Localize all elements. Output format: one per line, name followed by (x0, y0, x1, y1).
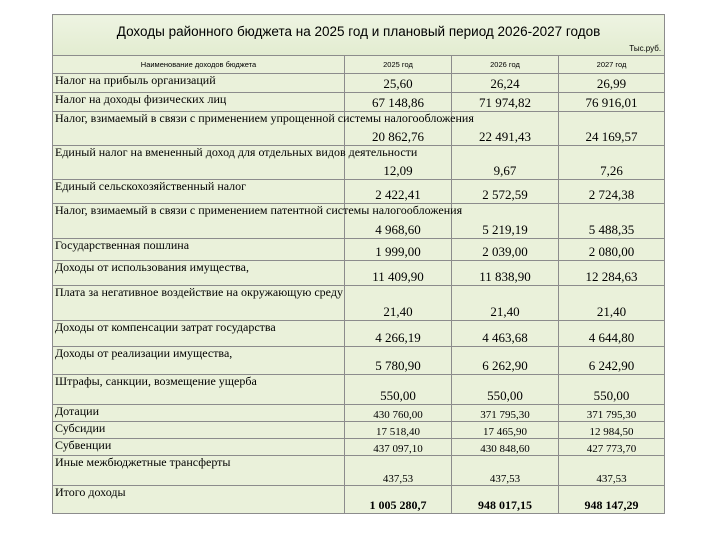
value-2027: 12 984,50 (559, 422, 665, 439)
value-2026: 6 262,90 (452, 347, 559, 375)
value-2027: 550,00 (559, 375, 665, 405)
value-2026: 9,67 (452, 146, 559, 180)
value-2026: 5 219,19 (452, 204, 559, 239)
value-2026: 26,24 (452, 74, 559, 93)
total-2026: 948 017,15 (452, 486, 559, 514)
value-2025: 11 409,90 (345, 261, 452, 286)
row-name: Налог, взимаемый в связи с применением упрощенной системы налогообложения (53, 112, 345, 146)
row-name: Иные межбюджетные трансферты (53, 456, 345, 486)
row-name: Доходы от использования имущества, (53, 261, 345, 286)
value-2027: 371 795,30 (559, 405, 665, 422)
row-name: Налог на прибыль организаций (53, 74, 345, 93)
row-name: Доходы от реализации имущества, (53, 347, 345, 375)
value-2026: 2 572,59 (452, 180, 559, 204)
value-2026: 21,40 (452, 286, 559, 321)
row-name: Единый сельскохозяйственный налог (53, 180, 345, 204)
table-row (53, 286, 665, 321)
value-2026: 17 465,90 (452, 422, 559, 439)
row-name: Субсидии (53, 422, 345, 439)
value-2025: 17 518,40 (345, 422, 452, 439)
value-2027: 427 773,70 (559, 439, 665, 456)
value-2026: 71 974,82 (452, 93, 559, 112)
value-2026: 11 838,90 (452, 261, 559, 286)
unit-label: Тыс.руб. (629, 44, 662, 53)
table-row (53, 422, 665, 439)
value-2025: 4 968,60 (345, 204, 452, 239)
value-2025: 437,53 (345, 456, 452, 486)
header-2025: 2025 год (345, 56, 452, 74)
table-row (53, 204, 665, 239)
value-2025: 5 780,90 (345, 347, 452, 375)
value-2027: 76 916,01 (559, 93, 665, 112)
value-2026: 371 795,30 (452, 405, 559, 422)
value-2026: 430 848,60 (452, 439, 559, 456)
value-2027: 7,26 (559, 146, 665, 180)
value-2027: 21,40 (559, 286, 665, 321)
table-row (53, 405, 665, 422)
table-row (53, 375, 665, 405)
value-2025: 2 422,41 (345, 180, 452, 204)
value-2025: 1 999,00 (345, 239, 452, 261)
table-row (53, 439, 665, 456)
value-2026: 550,00 (452, 375, 559, 405)
value-2027: 4 644,80 (559, 321, 665, 347)
row-name: Государственная пошлина (53, 239, 345, 261)
total-2027: 948 147,29 (559, 486, 665, 514)
value-2026: 22 491,43 (452, 112, 559, 146)
table-row (53, 146, 665, 180)
header-name: Наименование доходов бюджета (53, 56, 345, 74)
table-row (53, 261, 665, 286)
row-name: Штрафы, санкции, возмещение ущерба (53, 375, 345, 405)
value-2027: 437,53 (559, 456, 665, 486)
table-row (53, 456, 665, 486)
value-2025: 12,09 (345, 146, 452, 180)
value-2025: 430 760,00 (345, 405, 452, 422)
value-2027: 26,99 (559, 74, 665, 93)
row-name: Плата за негативное воздействие на окружающую среду (53, 286, 345, 321)
row-name: Единый налог на вмененный доход для отдельных видов деятельности (53, 146, 345, 180)
value-2026: 2 039,00 (452, 239, 559, 261)
value-2027: 2 724,38 (559, 180, 665, 204)
row-name: Налог, взимаемый в связи с применением патентной системы налогообложения (53, 204, 345, 239)
value-2025: 550,00 (345, 375, 452, 405)
header-2026: 2026 год (452, 56, 559, 74)
value-2026: 4 463,68 (452, 321, 559, 347)
value-2027: 2 080,00 (559, 239, 665, 261)
header-2027: 2027 год (559, 56, 665, 74)
table-title: Доходы районного бюджета на 2025 год и плановый период 2026-2027 годов (116, 24, 601, 39)
row-name: Дотации (53, 405, 345, 422)
value-2027: 24 169,57 (559, 112, 665, 146)
value-2026: 437,53 (452, 456, 559, 486)
value-2025: 20 862,76 (345, 112, 452, 146)
total-name: Итого доходы (53, 486, 345, 514)
table-row (53, 321, 665, 347)
table-row (53, 347, 665, 375)
value-2025: 67 148,86 (345, 93, 452, 112)
table-row (53, 93, 665, 112)
header-row (53, 56, 665, 74)
value-2027: 5 488,35 (559, 204, 665, 239)
value-2025: 437 097,10 (345, 439, 452, 456)
total-2025: 1 005 280,7 (345, 486, 452, 514)
value-2027: 12 284,63 (559, 261, 665, 286)
row-name: Налог на доходы физических лиц (53, 93, 345, 112)
value-2025: 25,60 (345, 74, 452, 93)
value-2025: 4 266,19 (345, 321, 452, 347)
table-row (53, 239, 665, 261)
row-name: Доходы от компенсации затрат государства (53, 321, 345, 347)
table-row (53, 112, 665, 146)
table-row (53, 74, 665, 93)
row-name: Субвенции (53, 439, 345, 456)
value-2025: 21,40 (345, 286, 452, 321)
value-2027: 6 242,90 (559, 347, 665, 375)
total-row (53, 486, 665, 514)
title-cell (53, 15, 665, 56)
table-row (53, 180, 665, 204)
budget-table (52, 14, 665, 514)
